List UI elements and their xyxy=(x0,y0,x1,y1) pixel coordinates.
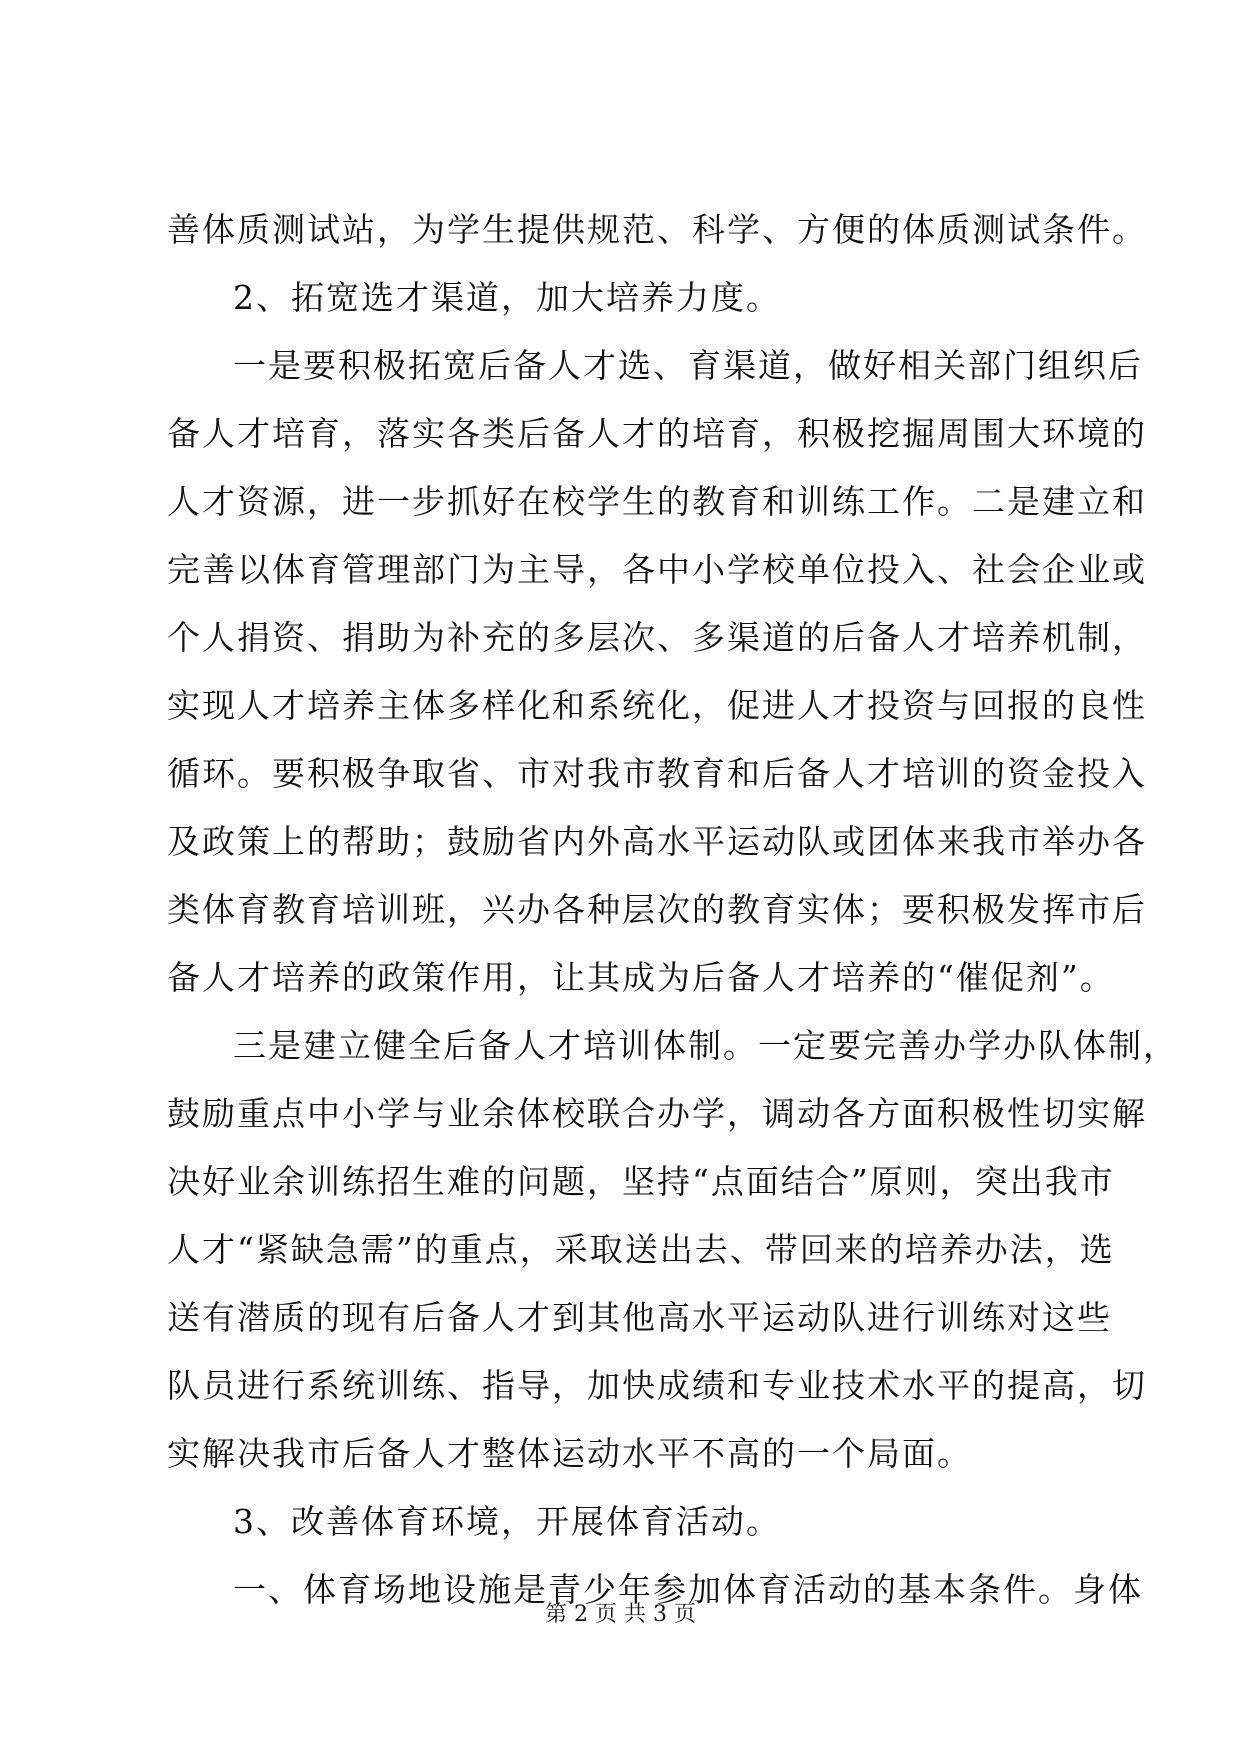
text-line: 循环。要积极争取省、市对我市教育和后备人才培训的资金投入 xyxy=(167,754,1147,793)
text-line: 人才“紧缺急需”的重点，采取送出去、带回来的培养办法，选 xyxy=(167,1230,1115,1269)
page-footer: 第 2 页 共 3 页 xyxy=(545,1602,696,1627)
text-line: 一、体育场地设施是青少年参加体育活动的基本条件。身体 xyxy=(233,1570,1143,1609)
text-line: 完善以体育管理部门为主导，各中小学校单位投入、社会企业或 xyxy=(167,550,1147,589)
text-line: 一是要积极拓宽后备人才选、育渠道，做好相关部门组织后 xyxy=(233,346,1143,385)
text-line: 2、拓宽选才渠道，加大培养力度。 xyxy=(233,278,781,317)
text-line: 善体质测试站，为学生提供规范、科学、方便的体质测试条件。 xyxy=(167,210,1147,249)
text-line: 送有潜质的现有后备人才到其他高水平运动队进行训练对这些 xyxy=(167,1298,1112,1337)
text-line: 实解决我市后备人才整体运动水平不高的一个局面。 xyxy=(167,1434,972,1473)
text-line: 三是建立健全后备人才培训体制。一定要完善办学办队体制， xyxy=(233,1026,1178,1065)
text-line: 备人才培养的政策作用，让其成为后备人才培养的“催促剂”。 xyxy=(167,958,1115,997)
text-line: 及政策上的帮助；鼓励省内外高水平运动队或团体来我市举办各 xyxy=(167,822,1147,861)
text-line: 类体育教育培训班，兴办各种层次的教育实体；要积极发挥市后 xyxy=(167,890,1147,929)
text-line: 个人捐资、捐助为补充的多层次、多渠道的后备人才培养机制， xyxy=(167,618,1147,657)
text-line: 3、改善体育环境，开展体育活动。 xyxy=(233,1502,781,1541)
text-line: 队员进行系统训练、指导，加快成绩和专业技术水平的提高，切 xyxy=(167,1366,1147,1405)
text-line: 鼓励重点中小学与业余体校联合办学，调动各方面积极性切实解 xyxy=(167,1094,1147,1133)
body-text xyxy=(167,196,1178,1624)
text-line: 实现人才培养主体多样化和系统化，促进人才投资与回报的良性 xyxy=(167,686,1147,725)
text-line: 决好业余训练招生难的问题，坚持“点面结合”原则，突出我市 xyxy=(167,1162,1115,1201)
text-line: 备人才培育，落实各类后备人才的培育，积极挖掘周围大环境的 xyxy=(167,414,1147,453)
text-line: 人才资源，进一步抓好在校学生的教育和训练工作。二是建立和 xyxy=(167,482,1147,521)
